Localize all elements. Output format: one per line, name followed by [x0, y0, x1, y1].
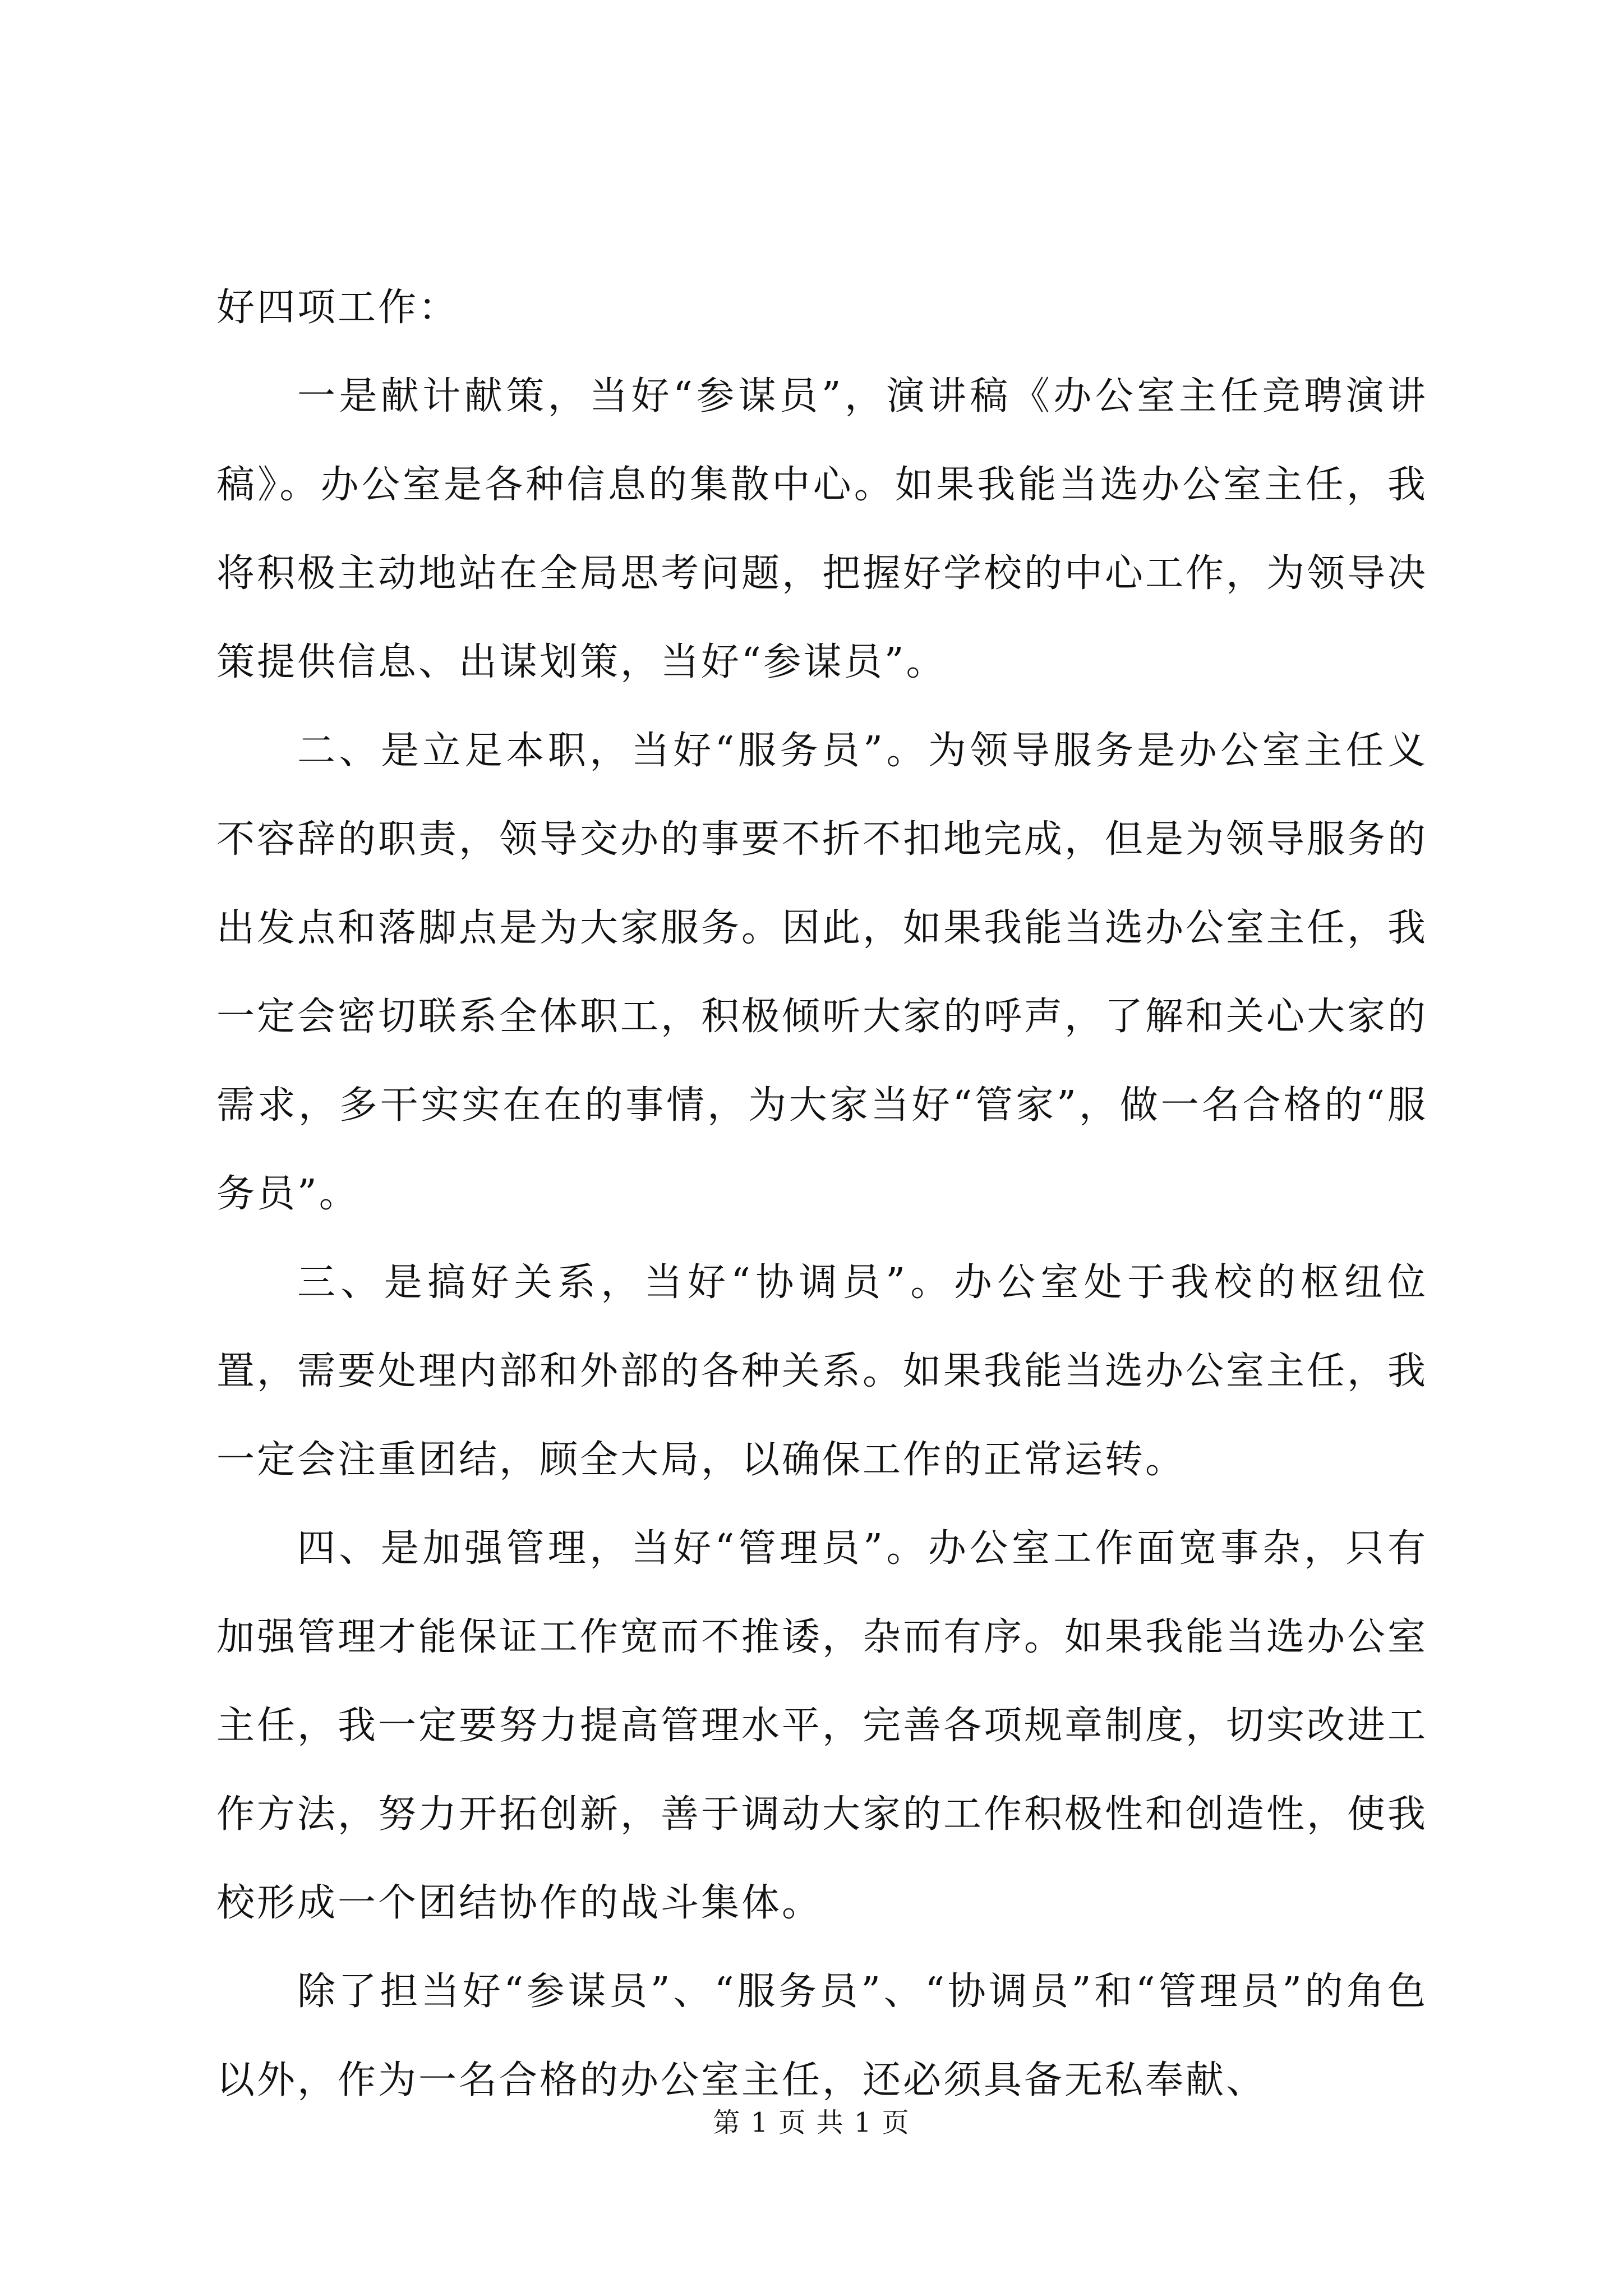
- document-body: [216, 264, 1428, 2125]
- page-footer: 第 1 页 共 1 页: [713, 2107, 910, 2138]
- paragraph-coordination: 三、是搞好关系，当好“协调员”。办公室处于我校的枢纽位置，需要处理内部和外部的各种关系。如果我能当选办公室主任，我一定会注重团结，顾全大局，以确保工作的正常运转。: [216, 1260, 1428, 1482]
- paragraph-advisor: 一是献计献策，当好“参谋员”，演讲稿《办公室主任竞聘演讲稿》。办公室是各种信息的集散中心。如果我能当选办公室主任，我将积极主动地站在全局思考问题，把握好学校的中心工作，为领导决策提供信息、出谋划策，当好“参谋员”。: [216, 374, 1428, 684]
- paragraph-conclusion-fragment: 除了担当好“参谋员”、“服务员”、“协调员”和“管理员”的角色以外，作为一名合格的办公室主任，还必须具备无私奉献、: [216, 1970, 1428, 2102]
- paragraph-intro-fragment: 好四项工作：: [216, 286, 459, 330]
- paragraph-service: 二、是立足本职，当好“服务员”。为领导服务是办公室主任义不容辞的职责，领导交办的事要不折不扣地完成，但是为领导服务的出发点和落脚点是为大家服务。因此，如果我能当选办公室主任，我一定会密切联系全体职工，积极倾听大家的呼声，了解和关心大家的需求，多干实实在在的事情，为大家当好“管家”，做一名合格的“服务员”。: [216, 729, 1428, 1216]
- paragraph-management: 四、是加强管理，当好“管理员”。办公室工作面宽事杂，只有加强管理才能保证工作宽而不推诿，杂而有序。如果我能当选办公室主任，我一定要努力提高管理水平，完善各项规章制度，切实改进工作方法，努力开拓创新，善于调动大家的工作积极性和创造性，使我校形成一个团结协作的战斗集体。: [216, 1526, 1428, 1925]
